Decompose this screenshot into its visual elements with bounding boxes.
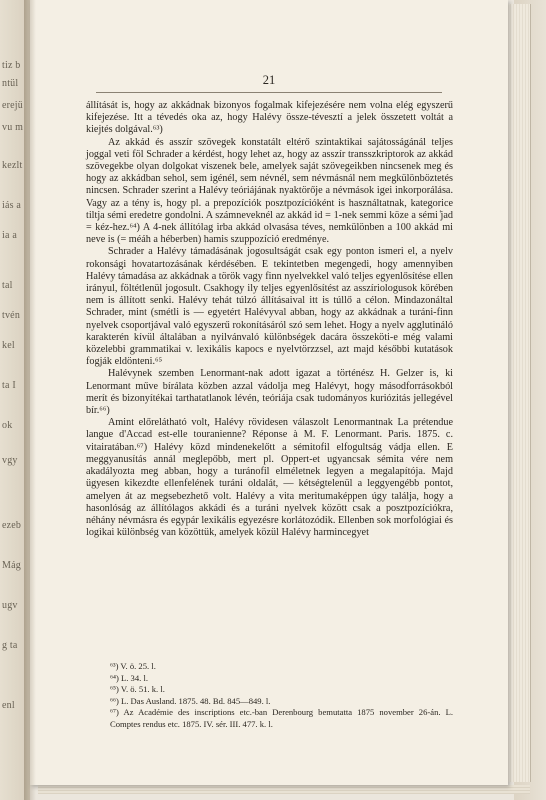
margin-fragment: ia a <box>2 230 17 241</box>
margin-fragment: erejü <box>2 100 23 111</box>
body-text <box>86 100 453 539</box>
footnote: ⁶⁵) V. ö. 51. k. l. <box>110 684 165 695</box>
book-page <box>30 0 508 785</box>
page-stack-right-edge <box>508 4 531 782</box>
margin-fragment: vu m <box>2 122 24 133</box>
paragraph: Amint előrelátható volt, Halévy rövidesen válaszolt Lenormantnak La prétendue langue d'Accad est-elle touranienne? Réponse à M. F. Lenormant. Paris. 1875. c. vitairatában.⁶⁷) Halévy közd mindenekelőtt a sémitofil elfogultság vádja ellen. E meggyanusítás annál meglepőbb, mert pl. Oppert-et ugyancsak sémita vére nem akadályozta meg abban, hogy a turánofil elméletnek legyen a megalapítója. Majd ügyesen kikezdte ellenfelének turáni oldalát, — kétségtelenül a leggyengébb pontot, amelyen át az megsebezhető volt. Halévy a vita meritumaképpen úgy találja, hogy a hasonlóság az állítólagos akkádi és a turáni nyelvek között csak a posztpozíciókra, néhány névmásra és egypár lexikális egyezésre korlátozódik. Ellenben sok morfológiai és logikai különbség van közöttük, amelyek közül Halévy harmincegyet <box>86 417 453 539</box>
footnote: ⁶⁶) L. Das Ausland. 1875. 48. Bd. 845—849. l. <box>110 695 271 706</box>
margin-fragment: Mág <box>2 560 21 571</box>
footnote: ⁶³) V. ö. 25. l. <box>110 661 156 671</box>
spine-shadow <box>24 0 36 800</box>
margin-fragment: g ta <box>2 640 18 651</box>
margin-fragment: vgy <box>2 455 18 466</box>
margin-fragment: ta I <box>2 380 16 391</box>
margin-fragment: kel <box>2 340 15 351</box>
margin-fragment: tiz b <box>2 60 21 71</box>
margin-fragment: ezeb <box>2 520 22 531</box>
margin-fragment: enl <box>2 700 15 711</box>
paragraph: Schrader a Halévy támadásának jogosultságát csak egy ponton ismeri el, a nyelv rokonsági hovatartozásának kérdésében. E tekintetben megengedi, hogy amennyiben Halévy támadása az akkádnak a török vagy finn nyelvekkel való teljes egyenlősítése ellen irányul, föltétlenül jogosult. Csakhogy ily teljes egyenlősítést az asszíriologusok körében nem is állított senki. Halévy tehát túlzó állításaival itt is túllő a célon. Mindazonáltal Schrader, mint (smétli is — egyetért Halévyval abban, hogy az akkádnak a turáni-finn nyelvek csoportjával való egyszerű rokonításáról szó sem lehet. Hogy a nyelv agglutináló karakterén kívül általában a nyilvánvaló különbségek dacára összeköti-e még valami közelebbi grammatikai v. lexikális kapocs e nyelvtörzzsel, azt majd későbbi kutatások fogják eldönteni.⁶⁵ <box>86 246 453 368</box>
header-rule <box>96 92 442 93</box>
footnotes <box>86 661 453 731</box>
margin-fragment: ok <box>2 420 13 431</box>
page-stack-bottom-edge <box>38 785 530 794</box>
footnote: ⁶⁴) L. 34. l. <box>110 672 148 683</box>
paragraph: állítását is, hogy az akkádnak bizonyos fogalmak kifejezésére nem volna elég egyszerű kifejezése. Itt a tévedés oka az, hogy Halévy össze-tévesztí a jelek összetett voltát a kiejtés dolgával.⁶³) <box>86 100 453 136</box>
margin-fragment: ntül <box>2 78 19 89</box>
paragraph: Halévynek szemben Lenormant-nak adott igazat a történész H. Gelzer is, ki Lenormant műve bírálata közben azzal vádolja meg Halévyt, hogy másodforrásokból merít és bizonyítékai tarthatatlanok lévén, teóriája csak tudományos kuriózitás jellegével bír.⁶⁶) <box>86 368 453 417</box>
margin-fragment: tal <box>2 280 13 291</box>
footnote: ⁶⁷) Az Académie des inscriptions etc.-ban Derenbourg bemutatta 1875 november 26-án. L. Comptes rendus etc. 1875. IV. sér. III. 477. k. l. <box>110 707 453 729</box>
paragraph: Az akkád és asszír szövegek konstatált eltérő szintaktikai sajátosságánál teljes joggal veti föl Schrader a kérdést, hogy lehet az, hogy az asszír transszkriptorok az akkád szövegekbe olyan dolgokat viszenek bele, amelyek saját szövegeikben nincsenek meg és hogy az akkádban sehol, sem igénél, sem névnél, sem névmásnál nem megkülönböztetés nincsen. Schrader szerint a Halévy teóriájának nyaktörője a névmások igei inkorporálása. Vagy az a tény is, hogy pl. a prepozíciók posztpozícióként is használtatnak, kategorice tiltja sémi eredetre gondolni. A számneveknél az akkád id = 1-nek semmi köze a sémi ̔jad = kéz-hez.⁶⁴) A 4-nek állítólag irba akkád olvasása téves, nemkülönben a 100 akkád mi neve is (= méáh a héberben) hamis szuppozíció eredménye. <box>86 136 453 246</box>
page-number: 21 <box>262 73 276 87</box>
margin-fragment: kezlt <box>2 160 23 171</box>
margin-fragment: iás a <box>2 200 22 211</box>
margin-fragment: tvén <box>2 310 21 321</box>
margin-fragment: ugv <box>2 600 18 611</box>
